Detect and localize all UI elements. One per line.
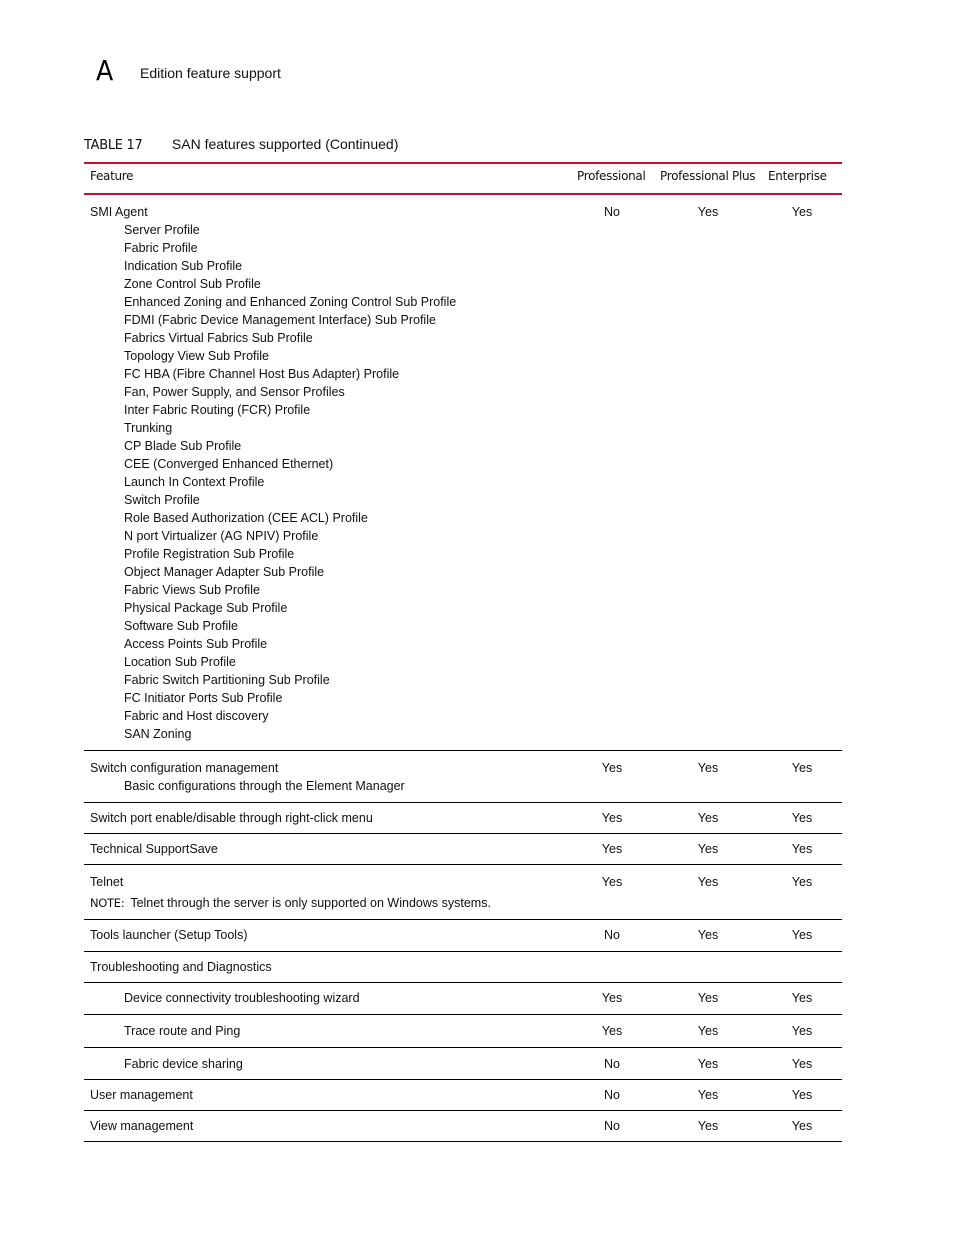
professional-value: Yes	[601, 761, 623, 775]
professional-value: No	[604, 1119, 620, 1133]
table-row	[84, 195, 842, 751]
enterprise-value: Yes	[791, 928, 813, 942]
professional-value	[572, 958, 652, 976]
enterprise-value: Yes	[791, 1119, 813, 1133]
professional-value: Yes	[601, 842, 623, 856]
feature-subitem: Profile Registration Sub Profile	[124, 547, 295, 561]
professional-value: Yes	[601, 811, 623, 825]
feature-cell	[84, 203, 842, 743]
feature-subitem: Access Points Sub Profile	[124, 637, 268, 651]
enterprise-value: Yes	[791, 205, 813, 219]
professional-value: No	[604, 928, 620, 942]
feature-name: Troubleshooting and Diagnostics	[90, 960, 272, 974]
note-text: Telnet through the server is only supported on Windows systems.	[130, 896, 491, 910]
feature-note	[90, 894, 842, 912]
column-header-feature: Feature	[90, 169, 134, 183]
feature-subitem: FC Initiator Ports Sub Profile	[124, 691, 283, 705]
table-row	[84, 920, 842, 952]
feature-name: View management	[90, 1119, 194, 1133]
table-row	[84, 1015, 842, 1048]
feature-subitem: Location Sub Profile	[124, 655, 236, 669]
professional-plus-value: Yes	[697, 842, 719, 856]
feature-name: Device connectivity troubleshooting wizard	[124, 991, 360, 1005]
professional-value: No	[604, 205, 620, 219]
feature-subitem: Zone Control Sub Profile	[124, 277, 261, 291]
professional-plus-value: Yes	[697, 1088, 719, 1102]
feature-name: SMI Agent	[90, 205, 148, 219]
feature-name: Tools launcher (Setup Tools)	[90, 928, 248, 942]
feature-subitem: Enhanced Zoning and Enhanced Zoning Control Sub Profile	[124, 295, 457, 309]
feature-subitem: Basic configurations through the Element Manager	[124, 779, 405, 793]
feature-subitem: Trunking	[124, 421, 173, 435]
enterprise-value: Yes	[791, 1057, 813, 1071]
feature-name: Switch configuration management	[90, 761, 279, 775]
enterprise-value: Yes	[791, 761, 813, 775]
enterprise-value: Yes	[791, 1024, 813, 1038]
feature-subitem: SAN Zoning	[124, 727, 192, 741]
feature-name: Trace route and Ping	[124, 1024, 241, 1038]
table-row	[84, 834, 842, 865]
column-header-enterprise: Enterprise	[768, 169, 827, 183]
feature-subitem: Physical Package Sub Profile	[124, 601, 288, 615]
table-caption-text: SAN features supported (Continued)	[171, 136, 399, 152]
feature-name: User management	[90, 1088, 193, 1102]
feature-subitem: Object Manager Adapter Sub Profile	[124, 565, 325, 579]
professional-plus-value	[668, 958, 748, 976]
feature-subitem: Inter Fabric Routing (FCR) Profile	[124, 403, 311, 417]
professional-plus-value: Yes	[697, 1057, 719, 1071]
table-row	[84, 983, 842, 1015]
feature-subitem: Fabric Views Sub Profile	[124, 583, 260, 597]
feature-subitem: N port Virtualizer (AG NPIV) Profile	[124, 529, 319, 543]
feature-name: Telnet	[90, 875, 124, 889]
table-row	[84, 803, 842, 834]
feature-subitem: CP Blade Sub Profile	[124, 439, 242, 453]
table-row	[84, 952, 842, 983]
table-caption	[84, 136, 398, 153]
appendix-letter: A	[96, 54, 114, 87]
enterprise-value: Yes	[791, 991, 813, 1005]
professional-plus-value: Yes	[697, 1119, 719, 1133]
professional-plus-value: Yes	[697, 1024, 719, 1038]
feature-subitem: Fan, Power Supply, and Sensor Profiles	[124, 385, 345, 399]
professional-value: Yes	[601, 1024, 623, 1038]
enterprise-value: Yes	[791, 842, 813, 856]
feature-subitem: Fabric Switch Partitioning Sub Profile	[124, 673, 330, 687]
professional-plus-value: Yes	[697, 811, 719, 825]
feature-subitem: FC HBA (Fibre Channel Host Bus Adapter) Profile	[124, 367, 400, 381]
feature-subitem: Indication Sub Profile	[124, 259, 243, 273]
feature-subitem: Software Sub Profile	[124, 619, 238, 633]
professional-plus-value: Yes	[697, 205, 719, 219]
professional-value: No	[604, 1057, 620, 1071]
feature-subitem: FDMI (Fabric Device Management Interface) Sub Profile	[124, 313, 436, 327]
feature-table	[84, 162, 842, 1142]
page-header-title: Edition feature support	[140, 65, 281, 81]
note-label: NOTE:	[90, 896, 125, 910]
table-row	[84, 1048, 842, 1080]
column-header-professional: Professional	[577, 169, 646, 183]
professional-value: Yes	[601, 875, 623, 889]
feature-name: Technical SupportSave	[90, 842, 218, 856]
professional-plus-value: Yes	[697, 761, 719, 775]
enterprise-value: Yes	[791, 1088, 813, 1102]
feature-subitem: Fabric Profile	[124, 241, 198, 255]
feature-subitem: Server Profile	[124, 223, 200, 237]
feature-subitem: CEE (Converged Enhanced Ethernet)	[124, 457, 334, 471]
table-row	[84, 865, 842, 920]
feature-subitem: Fabric and Host discovery	[124, 709, 269, 723]
enterprise-value: Yes	[791, 875, 813, 889]
professional-plus-value: Yes	[697, 991, 719, 1005]
table-body	[84, 195, 842, 1142]
professional-value: No	[604, 1088, 620, 1102]
table-row	[84, 1111, 842, 1142]
feature-subitem: Launch In Context Profile	[124, 475, 265, 489]
feature-name: Fabric device sharing	[124, 1057, 243, 1071]
table-row	[84, 1080, 842, 1111]
feature-subitem: Topology View Sub Profile	[124, 349, 269, 363]
table-header-row	[84, 162, 842, 195]
professional-value: Yes	[601, 991, 623, 1005]
professional-plus-value: Yes	[697, 928, 719, 942]
feature-subitem: Fabrics Virtual Fabrics Sub Profile	[124, 331, 313, 345]
enterprise-value: Yes	[791, 811, 813, 825]
enterprise-value	[762, 958, 842, 976]
table-label: TABLE 17	[84, 138, 143, 153]
feature-name: Switch port enable/disable through right-click menu	[90, 811, 373, 825]
feature-subitem: Role Based Authorization (CEE ACL) Profile	[124, 511, 368, 525]
feature-subitem: Switch Profile	[124, 493, 200, 507]
column-header-professional-plus: Professional Plus	[660, 169, 756, 183]
professional-plus-value: Yes	[697, 875, 719, 889]
table-row	[84, 751, 842, 803]
